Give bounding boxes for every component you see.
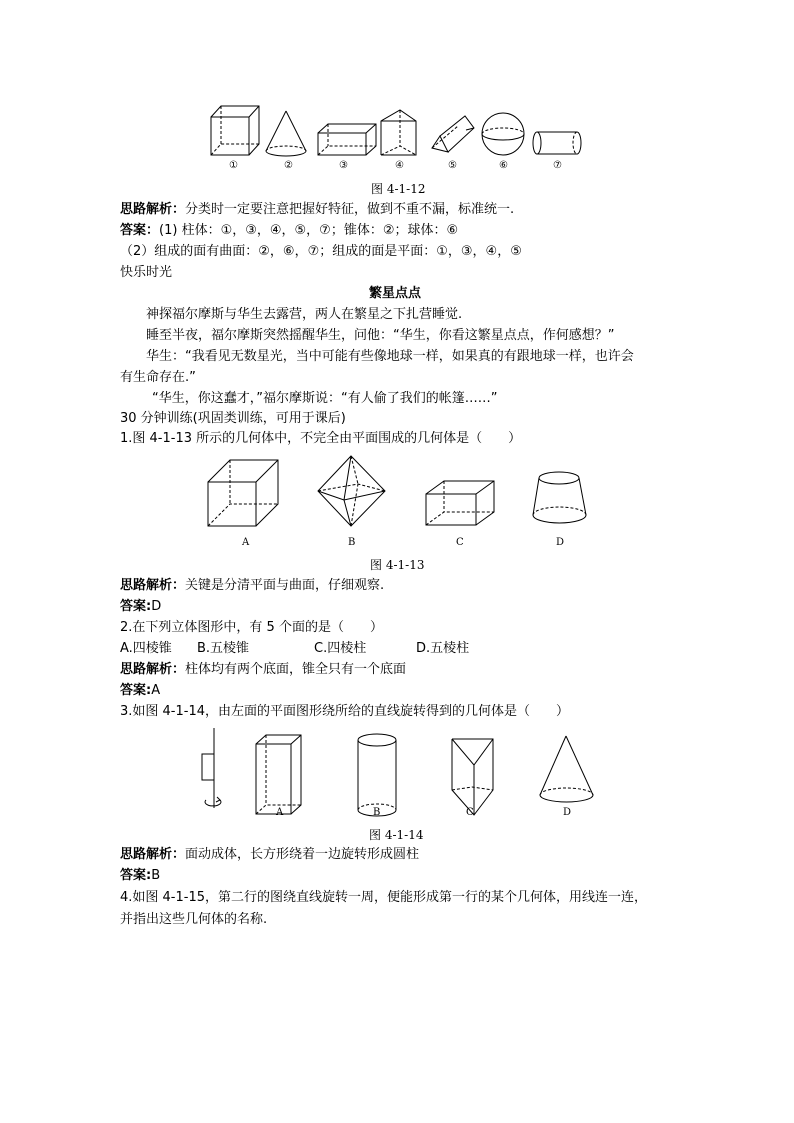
fig13-label-c: C [456, 537, 464, 548]
fig13-label-d: D [556, 537, 565, 548]
training-title: 30 分钟训练(巩固类训练，可用于课后) [120, 411, 346, 426]
fig14-label-b: B [373, 807, 381, 818]
cone-shape [540, 736, 593, 802]
fig12-label-7: ⑦ [553, 160, 562, 171]
fig12-caption: 图 4-1-12 [371, 182, 426, 196]
q2-option-b: B.五棱锥 [197, 641, 250, 656]
fig14-label-a: A [276, 807, 284, 818]
fun-paragraph-3a: 华生：“我看见无数星光，当中可能有些像地球一样，如果真的有跟地球一样，也许会 [146, 349, 634, 364]
cylinder-shape [358, 734, 396, 816]
analysis-label: 思路解析： [120, 202, 186, 217]
fig14-caption: 图 4-1-14 [369, 828, 424, 842]
analysis-text: 关键是分清平面与曲面，仔细观察. [185, 578, 385, 593]
answer-label: 答案： [120, 223, 160, 238]
q3-answer [120, 866, 160, 886]
answer-label: 答案: [120, 683, 152, 698]
answer-label: 答案: [120, 868, 152, 883]
analysis-text: 面动成体，长方形绕着一边旋转形成圆柱 [185, 847, 420, 862]
analysis-text: 分类时一定要注意把握好特征，做到不重不漏，标准统一. [185, 202, 515, 217]
fig12-label-1: ① [229, 160, 238, 171]
fig12-label-6: ⑥ [499, 160, 508, 171]
q2-option-d: D.五棱柱 [416, 641, 470, 656]
answer-text: A [151, 683, 161, 698]
fig13-caption: 图 4-1-13 [370, 558, 425, 572]
fig13-label-b: B [348, 537, 356, 548]
triangular-prism-shape [452, 739, 493, 815]
q3-question: 3.如图 4-1-14，由左面的平面图形绕所给的直线旋转得到的几何体是（ ） [120, 704, 570, 719]
q1-question: 1.图 4-1-13 所示的几何体中，不完全由平面围成的几何体是（ ） [120, 431, 522, 446]
analysis-label: 思路解析： [120, 578, 186, 593]
answer-text: B [151, 868, 161, 883]
fig12-label-3: ③ [339, 160, 348, 171]
rotation-figure [202, 728, 221, 808]
fun-paragraph-1: 神探福尔摩斯与华生去露营，两人在繁星之下扎营睡觉. [146, 307, 463, 322]
fun-paragraph-3b: 有生命存在.” [120, 370, 196, 385]
fig12-label-5: ⑤ [448, 160, 457, 171]
fun-paragraph-4: “华生，你这蠢才，”福尔摩斯说：“有人偷了我们的帐篷……” [152, 391, 498, 406]
answer-text: D [151, 599, 162, 614]
analysis-label: 思路解析： [120, 662, 186, 677]
q4-question-line1: 4.如图 4-1-15，第二行的图绕直线旋转一周，便能形成第一行的某个几何体，用线连一连， [120, 890, 648, 905]
fig12-label-2: ② [284, 160, 293, 171]
answer-text: (1) 柱体：①，③，④，⑤，⑦；锥体：②；球体：⑥ [159, 223, 459, 238]
q3-analysis [120, 845, 419, 865]
q2-question: 2.在下列立体图形中，有 5 个面的是（ ） [120, 620, 383, 635]
analysis-label: 思路解析： [120, 847, 186, 862]
square-prism-shape [256, 735, 301, 814]
fun-title: 繁星点点 [369, 286, 422, 301]
fig14-label-c: C [466, 807, 474, 818]
fun-section-label: 快乐时光 [120, 265, 173, 280]
analysis-text: 柱体均有两个底面，锥全只有一个底面 [185, 662, 407, 677]
q4-question-line2: 并指出这些几何体的名称. [120, 912, 268, 927]
fig13-label-a: A [242, 537, 250, 548]
q2-option-a: A.四棱锥 [120, 641, 172, 656]
q0-answer2: （2）组成的面有曲面：②，⑥，⑦；组成的面是平面：①，③，④，⑤ [120, 244, 522, 259]
q2-option-c: C.四棱柱 [314, 641, 367, 656]
fig12-label-4: ④ [395, 160, 404, 171]
fun-paragraph-2: 睡至半夜，福尔摩斯突然摇醒华生，问他：“华生，你看这繁星点点，作何感想？” [146, 328, 615, 343]
fig14-label-d: D [563, 807, 572, 818]
answer-label: 答案: [120, 599, 152, 614]
